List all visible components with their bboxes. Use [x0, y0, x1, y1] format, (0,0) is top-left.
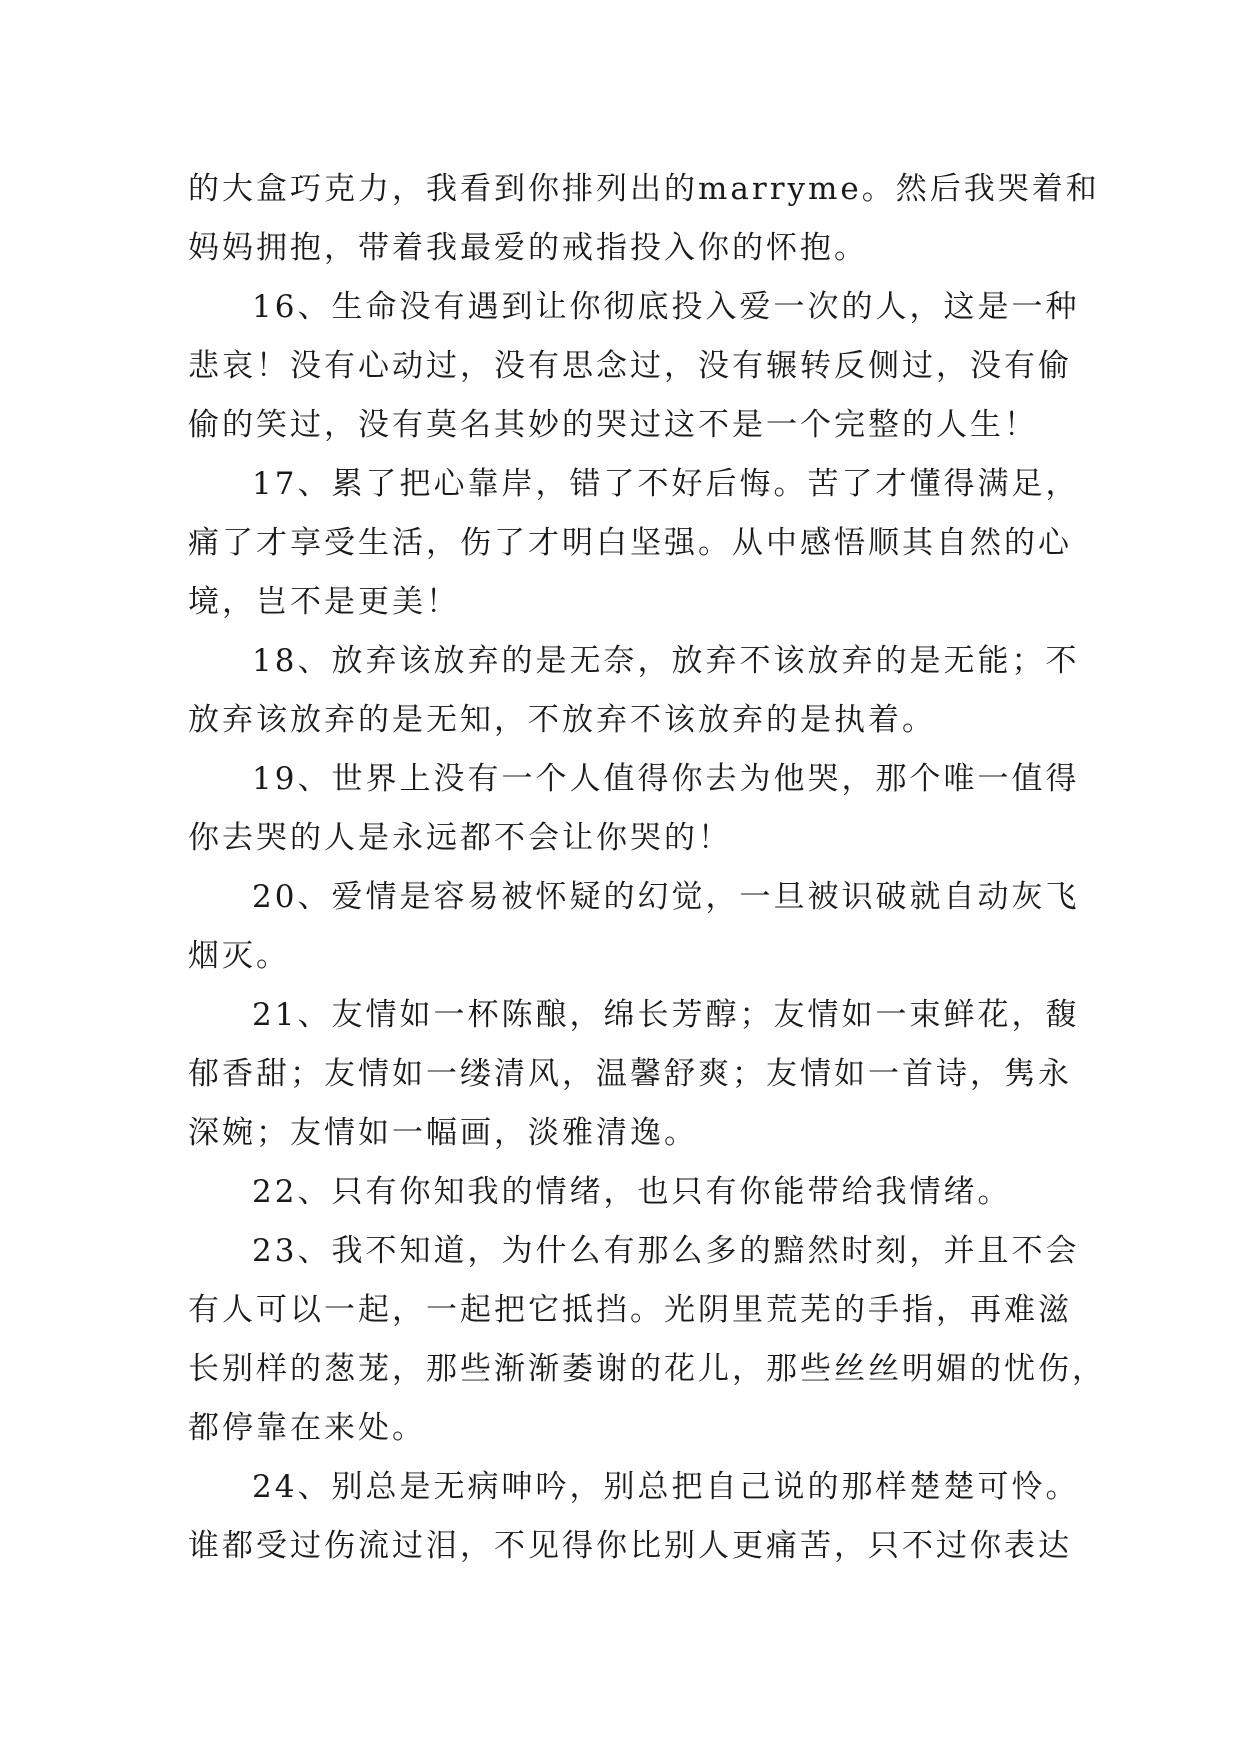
text-line: 22、只有你知我的情绪，也只有你能带给我情绪。 — [252, 1174, 1012, 1210]
text-line: 19、世界上没有一个人值得你去为他哭，那个唯一值得 — [252, 761, 1080, 797]
text-line: 18、放弃该放弃的是无奈，放弃不该放弃的是无能；不 — [252, 643, 1080, 679]
document-page — [188, 160, 1106, 1576]
text-line: 悲哀！没有心动过，没有思念过，没有辗转反侧过，没有偷 — [188, 348, 1072, 384]
text-line: 有人可以一起，一起把它抵挡。光阴里荒芜的手指，再难滋 — [188, 1292, 1072, 1328]
text-line: 24、别总是无病呻吟，别总把自己说的那样楚楚可怜。 — [252, 1469, 1080, 1505]
text-line: 的大盒巧克力，我看到你排列出的marryme。然后我哭着和 — [188, 171, 1100, 207]
text-line: 21、友情如一杯陈酿，绵长芳醇；友情如一束鲜花，馥 — [252, 997, 1080, 1033]
text-line: 长别样的葱茏，那些渐渐萎谢的花儿，那些丝丝明媚的忧伤， — [188, 1351, 1106, 1387]
text-line: 16、生命没有遇到让你彻底投入爱一次的人，这是一种 — [252, 289, 1080, 325]
text-line: 深婉；友情如一幅画，淡雅清逸。 — [188, 1115, 698, 1151]
text-line: 境，岂不是更美！ — [188, 584, 460, 620]
text-line: 偷的笑过，没有莫名其妙的哭过这不是一个完整的人生！ — [188, 407, 1038, 443]
text-line: 17、累了把心靠岸，错了不好后悔。苦了才懂得满足， — [252, 466, 1080, 502]
text-line: 痛了才享受生活，伤了才明白坚强。从中感悟顺其自然的心 — [188, 525, 1072, 561]
text-line: 谁都受过伤流过泪，不见得你比别人更痛苦，只不过你表达 — [188, 1528, 1072, 1564]
text-line: 郁香甜；友情如一缕清风，温馨舒爽；友情如一首诗，隽永 — [188, 1056, 1072, 1092]
text-line: 烟灭。 — [188, 938, 290, 974]
text-line: 20、爱情是容易被怀疑的幻觉，一旦被识破就自动灰飞 — [252, 879, 1080, 915]
text-line: 你去哭的人是永远都不会让你哭的！ — [188, 820, 732, 856]
text-line: 妈妈拥抱，带着我最爱的戒指投入你的怀抱。 — [188, 230, 868, 266]
text-line: 放弃该放弃的是无知，不放弃不该放弃的是执着。 — [188, 702, 936, 738]
text-line: 23、我不知道，为什么有那么多的黯然时刻，并且不会 — [252, 1233, 1080, 1269]
text-line: 都停靠在来处。 — [188, 1410, 426, 1446]
